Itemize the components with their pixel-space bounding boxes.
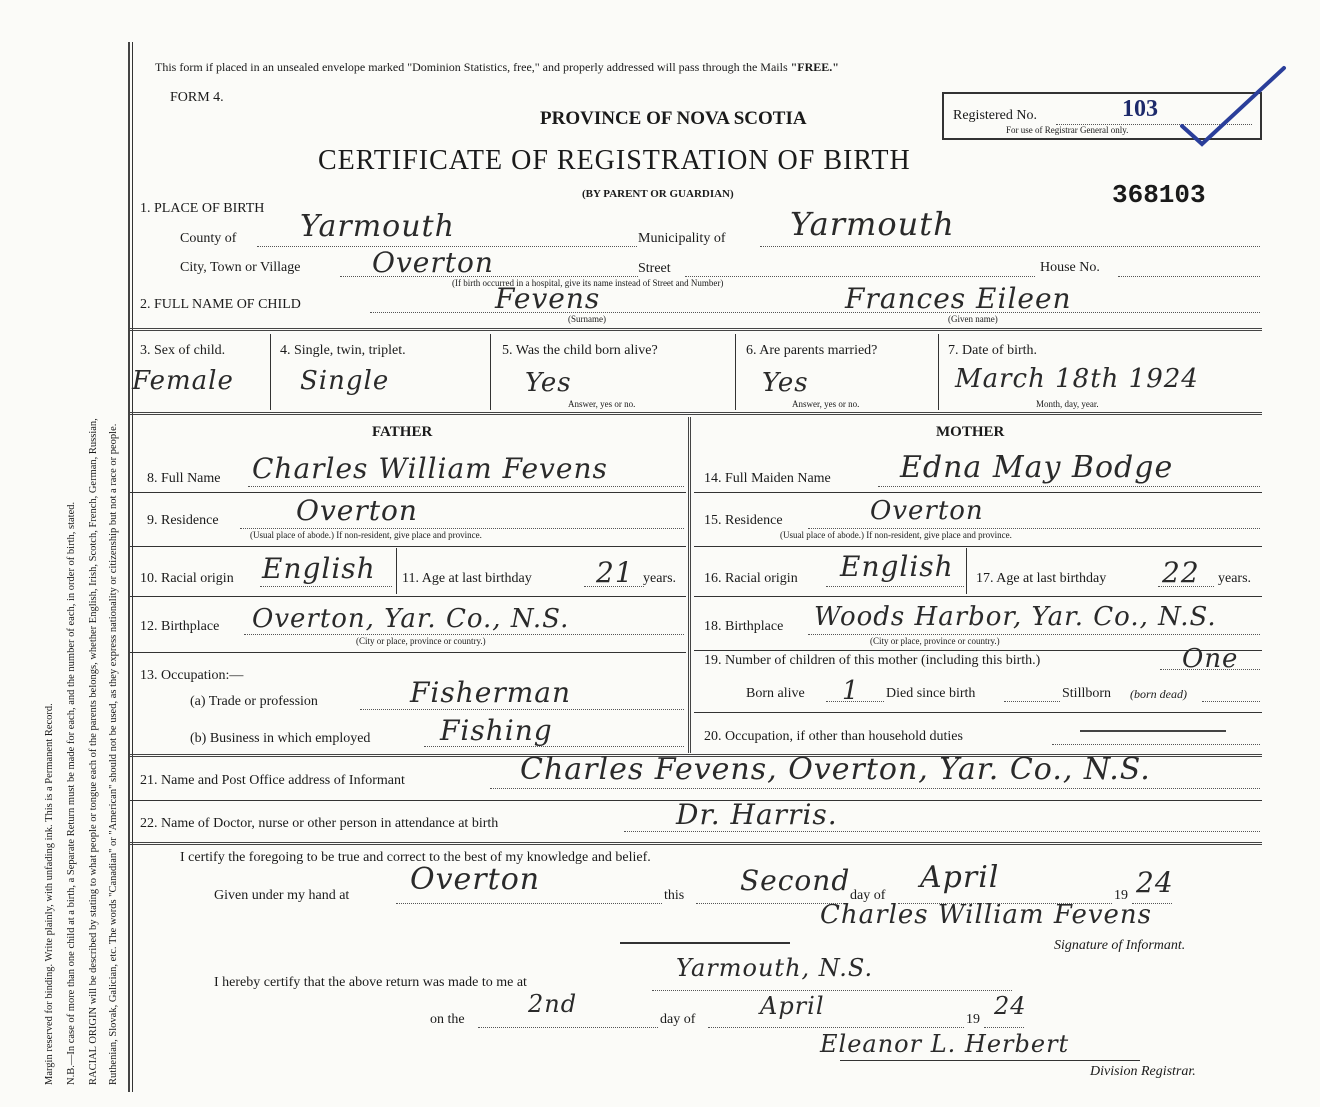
mother-residence-label: 15. Residence [704, 513, 783, 528]
registrar-month-value: April [760, 992, 825, 1020]
father-business-label: (b) Business in which employed [190, 731, 371, 746]
father-name-value: Charles William Fevens [252, 452, 608, 485]
certify-year-value: 24 [1136, 866, 1174, 899]
born-alive-note: Answer, yes or no. [568, 399, 636, 409]
registered-no-value: 103 [1122, 96, 1158, 122]
father-residence-label: 9. Residence [147, 513, 219, 528]
margin-note-racial-origin-cont: Ruthenian, Slovak, Galician, etc. The words "Canadian" or "American" should not be used, as they express nationality or citizenship but not a race or people. [108, 423, 119, 1085]
sex-label: 3. Sex of child. [140, 343, 226, 358]
mother-residence-value: Overton [870, 496, 984, 526]
mother-name-value: Edna May Bodge [900, 450, 1174, 485]
mother-age-value: 22 [1162, 556, 1200, 589]
date-of-birth-label: 7. Date of birth. [948, 343, 1038, 358]
province-heading: PROVINCE OF NOVA SCOTIA [540, 108, 807, 129]
place-of-birth-heading: 1. PLACE OF BIRTH [140, 201, 265, 216]
died-since-birth-label: Died since birth [886, 686, 976, 701]
section-divider [130, 328, 1262, 331]
surname-caption: (Surname) [568, 314, 606, 324]
municipality-value: Yarmouth [790, 205, 955, 243]
father-heading: FATHER [372, 424, 433, 440]
mother-children-value: One [1182, 644, 1239, 674]
municipality-label: Municipality of [638, 231, 726, 246]
mother-children-label: 19. Number of children of this mother (including this birth.) [704, 653, 1041, 668]
born-alive-count-value: 1 [842, 676, 860, 706]
mother-birthplace-label: 18. Birthplace [704, 619, 784, 634]
date-of-birth-note: Month, day, year. [1036, 399, 1099, 409]
hospital-note: (If birth occurred in a hospital, give its name instead of Street and Number) [452, 278, 724, 288]
certify-day-of-label: day of [850, 888, 886, 903]
county-label: County of [180, 231, 237, 246]
father-trade-label: (a) Trade or profession [190, 694, 318, 709]
sex-value: Female [132, 366, 234, 396]
child-name-label: 2. FULL NAME OF CHILD [140, 297, 301, 312]
parents-married-label: 6. Are parents married? [746, 343, 878, 358]
registrar-signature: Eleanor L. Herbert [820, 1030, 1070, 1058]
father-name-label: 8. Full Name [147, 471, 221, 486]
mother-birthplace-note: (City or place, province or country.) [870, 636, 1000, 646]
father-years-label: years. [643, 571, 677, 586]
mother-birthplace-value: Woods Harbor, Yar. Co., N.S. [814, 602, 1217, 632]
parents-married-note: Answer, yes or no. [792, 399, 860, 409]
check-mark-icon [1176, 60, 1296, 150]
registered-no-label: Registered No. [953, 108, 1037, 123]
informant-signature: Charles William Fevens [820, 900, 1152, 930]
parents-married-value: Yes [762, 368, 809, 398]
date-of-birth-value: March 18th 1924 [955, 364, 1199, 394]
mother-occupation-dash [1080, 730, 1226, 732]
certificate-title: CERTIFICATE OF REGISTRATION OF BIRTH [318, 145, 911, 176]
registrar-year-prefix: 19 [966, 1012, 980, 1027]
informant-signature-caption: Signature of Informant. [1054, 938, 1186, 953]
registrar-day-of-label: day of [660, 1012, 696, 1027]
plurality-label: 4. Single, twin, triplet. [280, 343, 406, 358]
binding-margin-line [128, 42, 130, 1092]
margin-note-permanent: Margin reserved for binding. Write plainly, with unfading ink. This is a Permanent Record. [44, 703, 55, 1085]
father-origin-label: 10. Racial origin [140, 571, 234, 586]
house-no-label: House No. [1040, 260, 1100, 275]
mother-origin-value: English [840, 550, 954, 583]
father-mother-divider [688, 417, 691, 753]
certify-place-value: Overton [410, 862, 541, 897]
registrar-on-the-label: on the [430, 1012, 465, 1027]
born-alive-value: Yes [525, 368, 572, 398]
city-label: City, Town or Village [180, 260, 301, 275]
file-stamp-number: 368103 [1112, 180, 1206, 210]
registrar-day-value: 2nd [528, 990, 578, 1018]
city-value: Overton [372, 246, 494, 279]
father-occupation-label: 13. Occupation:— [140, 668, 244, 683]
stillborn-label: Stillborn [1062, 686, 1112, 701]
mail-free: "FREE." [790, 60, 839, 74]
mother-years-label: years. [1218, 571, 1252, 586]
informant-label: 21. Name and Post Office address of Informant [140, 773, 405, 788]
born-alive-label: 5. Was the child born alive? [502, 343, 658, 358]
father-trade-value: Fisherman [410, 676, 572, 709]
mother-origin-label: 16. Racial origin [704, 571, 798, 586]
father-origin-value: English [262, 552, 376, 585]
mother-heading: MOTHER [936, 424, 1005, 440]
short-rule [620, 942, 790, 944]
child-surname: Fevens [495, 282, 601, 315]
plurality-value: Single [300, 366, 390, 396]
street-label: Street [638, 261, 671, 276]
mother-age-label: 17. Age at last birthday [976, 571, 1107, 586]
form-number: FORM 4. [170, 90, 224, 105]
stillborn-note: (born dead) [1130, 687, 1187, 701]
father-birthplace-note: (City or place, province or country.) [356, 636, 486, 646]
county-value: Yarmouth [300, 209, 455, 244]
father-age-value: 21 [596, 556, 634, 589]
mother-occupation-label: 20. Occupation, if other than household duties [704, 729, 963, 744]
mother-residence-note: (Usual place of abode.) If non-resident, give place and province. [780, 530, 1012, 540]
mail-note [155, 60, 839, 75]
registrar-place-value: Yarmouth, N.S. [676, 954, 874, 982]
certificate-subtitle: (BY PARENT OR GUARDIAN) [582, 188, 734, 200]
certify-this-label: this [664, 888, 685, 903]
registrar-general-note: For use of Registrar General only. [1006, 125, 1129, 135]
registrar-statement: I hereby certify that the above return was made to me at [214, 975, 527, 990]
certify-year-prefix: 19 [1114, 888, 1128, 903]
father-birthplace-value: Overton, Yar. Co., N.S. [252, 604, 570, 634]
father-age-label: 11. Age at last birthday [402, 571, 532, 586]
father-residence-note: (Usual place of abode.) If non-resident, give place and province. [250, 530, 482, 540]
doctor-label: 22. Name of Doctor, nurse or other person in attendance at birth [140, 816, 499, 831]
mother-name-label: 14. Full Maiden Name [704, 471, 831, 486]
given-name-caption: (Given name) [948, 314, 998, 324]
registrar-year-value: 24 [994, 992, 1027, 1020]
section-divider-2 [130, 412, 1262, 415]
born-alive-count-label: Born alive [746, 686, 805, 701]
section-divider-4 [130, 842, 1262, 845]
informant-value: Charles Fevens, Overton, Yar. Co., N.S. [520, 752, 1151, 787]
father-business-value: Fishing [440, 714, 553, 747]
margin-note-racial-origin: RACIAL ORIGIN will be described by stating to what people or tongue each of the parents belongs, whether English, Irish, Scotch, French, German, Russian, [88, 418, 99, 1085]
certify-day-value: Second [740, 864, 851, 897]
certify-statement: I certify the foregoing to be true and correct to the best of my knowledge and belief. [180, 850, 651, 865]
registrar-signature-caption: Division Registrar. [1090, 1064, 1196, 1079]
mail-note-text: This form if placed in an unsealed envelope marked "Dominion Statistics, free," and properly addressed will pass through the Mails [155, 60, 788, 74]
child-given-name: Frances Eileen [845, 282, 1072, 315]
doctor-value: Dr. Harris. [676, 798, 838, 831]
father-birthplace-label: 12. Birthplace [140, 619, 220, 634]
margin-note-multiple-births: N.B.—In case of more than one child at a birth, a Separate Return must be made for each, and the number of each, in order of birth, stated. [66, 501, 77, 1085]
certify-month-value: April [920, 860, 1000, 895]
given-under-hand-label: Given under my hand at [214, 888, 350, 903]
father-residence-value: Overton [296, 494, 418, 527]
binding-margin-line-inner [132, 42, 133, 1092]
